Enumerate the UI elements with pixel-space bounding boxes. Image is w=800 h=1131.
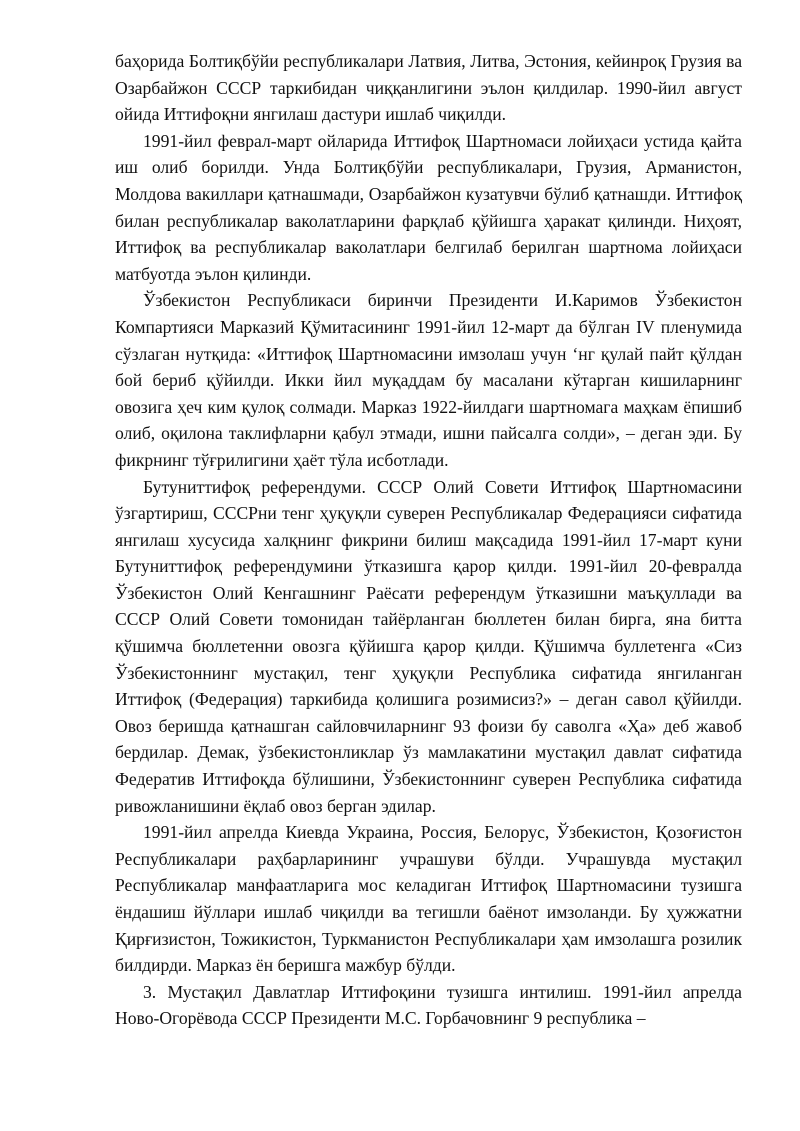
paragraph-kiev-meeting: 1991-йил апрелда Киевда Украина, Россия, Белорус, Ўзбекистон, Қозоғистон Республикалари раҳбарларининг учрашуви бўлди. Учрашувда мустақил Республикалар манфаатларига мос келадиган Иттифоқ Шартномасини тузишга ёндашиш йўллари ишлаб чиқилди ва тегишли баёнот имзоланди. Бу ҳужжатни Қирғизистон, Тожикистон, Туркманистон Республикалари ҳам имзолашга розилик билдирди. Марказ ён беришга мажбур бўлди.: [115, 822, 742, 976]
document-page: [115, 48, 742, 1032]
paragraph-cis-formation: 3. Мустақил Давлатлар Иттифоқини тузишга интилиш. 1991-йил апрелда Ново-Огорёвода СССР Президенти М.С. Горбачовнинг 9 республика –: [115, 981, 742, 1029]
paragraph-karimov-speech: Ўзбекистон Республикаси биринчи Президенти И.Каримов Ўзбекистон Компартияси Марказий Қўмитасининг 1991-йил 12-март да бўлган IV пленумида сўзлаган нутқида: «Иттифоқ Шартномасини имзолаш учун ‘нг қулай пайт қўлдан бой бериб қўйилди. Икки йил муқаддам бу масалани кўтарган кишиларнинг овозига ҳеч ким қулоқ солмади. Марказ 1922-йилдаги шартномага маҳкам ёпишиб олиб, оқилона таклифларни қабул этмади, ишни пайсалга солди», – деган эди. Бу фикрнинг тўғрилигини ҳаёт тўла исботлади.: [115, 290, 742, 470]
paragraph-all-union-referendum: Бутуниттифоқ референдуми. СССР Олий Совети Иттифоқ Шартномасини ўзгартириш, СССРни тенг ҳуқуқли суверен Республикалар Федерацияси сифатида янгилаш хусусида халқнинг фикрини билиш мақсадида 1991-йил 17-март куни Бутуниттифоқ референдумини ўтказишга қарор қилди. 1991-йил 20-февралда Ўзбекистон Олий Кенгашнинг Раёсати референдум ўтказишни маъқуллади ва СССР Олий Совети томонидан тайёрланган бюллетен билан бирга, яна битта қўшимча бюллетенни овозга қўйишга қарор қилди. Қўшимча буллетенга «Сиз Ўзбекистоннинг мустақил, тенг ҳуқуқли Республика сифатида янгиланган Иттифоқ (Федерация) таркибида қолишига розимисиз?» – деган савол қўйилди. Овоз беришда қатнашган сайловчиларнинг 93 фоизи бу саволга «Ҳа» деб жавоб бердилар. Демак, ўзбекистонликлар ўз мамлакатини мустақил давлат сифатида Федератив Иттифоқда бўлишини, Ўзбекистоннинг суверен Республика сифатида ривожланишини ёқлаб овоз берган эдилар.: [115, 476, 742, 816]
paragraph-continuation: баҳорида Болтиқбўйи республикалари Латвия, Литва, Эстония, кейинроқ Грузия ва Озарбайжон СССР таркибидан чиққанлигини эълон қилдилар. 1990-йил август ойида Иттифоқни янгилаш дастури ишлаб чиқилди.: [115, 51, 742, 125]
paragraph-union-treaty-draft: 1991-йил феврал-март ойларида Иттифоқ Шартномаси лойиҳаси устида қайта иш олиб борилди. Унда Болтиқбўйи республикалари, Грузия, Арманистон, Молдова вакиллари қатнашмади, Озарбайжон кузатувчи бўлиб қатнашди. Иттифоқ билан республикалар ваколатларини фарқлаб қўйишга ҳаракат қилинди. Ниҳоят, Иттифоқ ва республикалар ваколатлари белгилаб берилган шартнома лойиҳаси матбуотда эълон қилинди.: [115, 130, 742, 284]
